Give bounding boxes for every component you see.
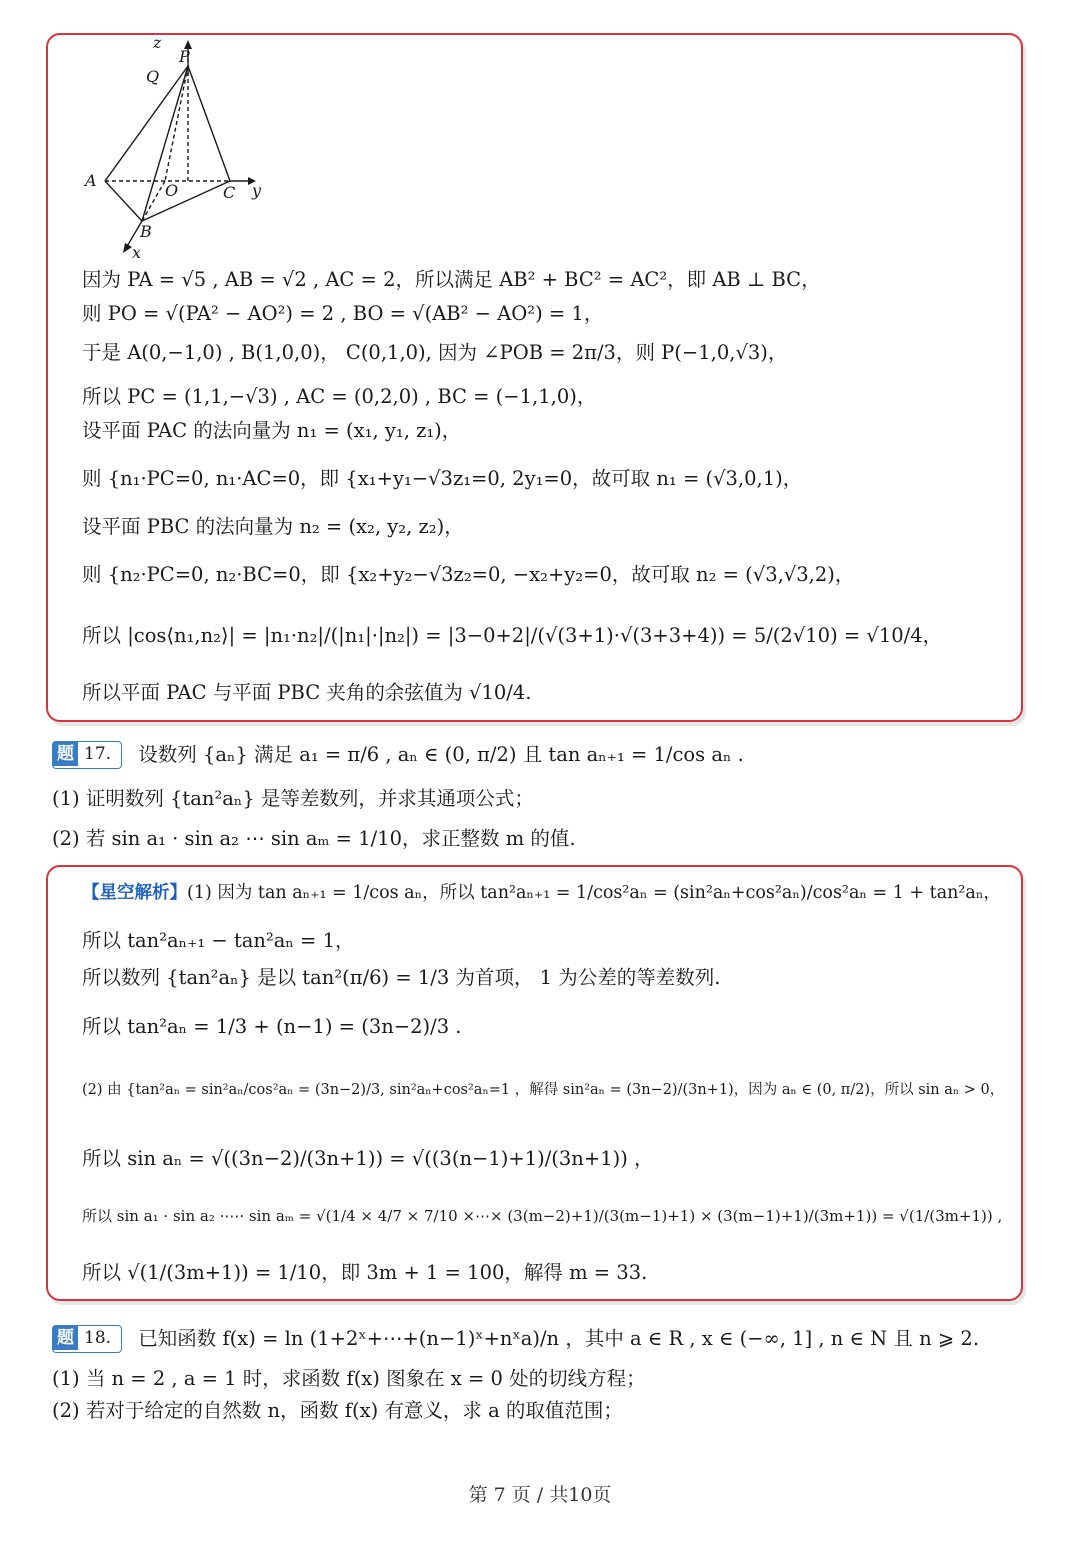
solution17-line-4: 所以 tan²aₙ = 1/3 + (n−1) = (3n−2)/3 . bbox=[82, 1015, 462, 1038]
solution16-line-10: 所以平面 PAC 与平面 PBC 夹角的余弦值为 √10/4. bbox=[82, 681, 532, 704]
label-x: x bbox=[132, 243, 142, 261]
solution17-line-8: 所以 √(1/(3m+1)) = 1/10，即 3m + 1 = 100，解得 m = 33. bbox=[82, 1261, 648, 1284]
page-footer: 第 7 页 / 共10页 bbox=[468, 1484, 612, 1506]
label-O: O bbox=[165, 181, 179, 200]
solution16-line-1: 因为 PA = √5 , AB = √2 , AC = 2，所以满足 AB² + BC² = AC²，即 AB ⊥ BC， bbox=[82, 268, 821, 291]
solution16-line-8: 则 {n₂·PC=0, n₂·BC=0，即 {x₂+y₂−√3z₂=0, −x₂+y₂=0，故可取 n₂ = (√3,√3,2)， bbox=[82, 563, 855, 586]
q18-stem: 已知函数 f(x) = ln (1+2ˣ+⋯+(n−1)ˣ+nˣa)/n ，其中 a ∈ R , x ∈ (−∞, 1] , n ∈ N 且 n ⩾ 2. bbox=[138, 1326, 980, 1350]
label-Q: Q bbox=[146, 67, 160, 86]
edge-PC bbox=[188, 66, 230, 181]
q18-part2: (2) 若对于给定的自然数 n，函数 f(x) 有意义，求 a 的取值范围； bbox=[52, 1399, 623, 1422]
solution16-line-6: 则 {n₁·PC=0, n₁·AC=0，即 {x₁+y₁−√3z₁=0, 2y₁=0，故可取 n₁ = (√3,0,1)， bbox=[82, 467, 803, 490]
solution16-line-7: 设平面 PBC 的法向量为 n₂ = (x₂, y₂, z₂)， bbox=[82, 515, 464, 538]
solution17-line-1: 【星空解析】(1) 因为 tan aₙ₊₁ = 1/cos aₙ，所以 tan²aₙ₊₁ = 1/cos²aₙ = (sin²aₙ+cos²aₙ)/cos²aₙ = 1 + tan²aₙ， bbox=[82, 883, 1001, 903]
solution16-line-9: 所以 |cos⟨n₁,n₂⟩| = |n₁·n₂|/(|n₁|·|n₂|) = |3−0+2|/(√(3+1)·√(3+3+4)) = 5/(2√10) = √10/4， bbox=[82, 624, 943, 647]
question-tag: 题 17. bbox=[52, 741, 122, 769]
x-axis-dashed bbox=[142, 181, 165, 221]
q18-part1: (1) 当 n = 2 , a = 1 时，求函数 f(x) 图象在 x = 0 处的切线方程； bbox=[52, 1367, 646, 1390]
solution-label: 【星空解析】 bbox=[82, 883, 187, 903]
solution16-line-4: 所以 PC = (1,1,−√3) , AC = (0,2,0) , BC = (−1,1,0)， bbox=[82, 385, 597, 408]
q17-part2: (2) 若 sin a₁ · sin a₂ ⋯ sin aₘ = 1/10，求正整数 m 的值. bbox=[52, 827, 576, 850]
pyramid-figure bbox=[80, 36, 280, 261]
solution16-line-5: 设平面 PAC 的法向量为 n₁ = (x₁, y₁, z₁)， bbox=[82, 419, 462, 442]
label-C: C bbox=[223, 183, 236, 202]
edge-AB bbox=[105, 181, 142, 221]
solution17-line-7: 所以 sin a₁ · sin a₂ ·⋯· sin aₘ = √(1/4 × 4/7 × 7/10 ×⋯× (3(m−2)+1)/(3(m−1)+1) × (3(m−1)+1)/(3m+1)) = √(1/(3m+1)) , bbox=[82, 1207, 1003, 1225]
solution16-line-2: 则 PO = √(PA² − AO²) = 2 , BO = √(AB² − AO²) = 1， bbox=[82, 302, 604, 325]
label-z: z bbox=[153, 36, 162, 52]
q17-part1: (1) 证明数列 {tan²aₙ} 是等差数列，并求其通项公式； bbox=[52, 787, 534, 810]
edge-PO bbox=[165, 66, 188, 181]
label-P: P bbox=[179, 47, 190, 66]
solution17-line-5: (2) 由 {tan²aₙ = sin²aₙ/cos²aₙ = (3n−2)/3, sin²aₙ+cos²aₙ=1 ，解得 sin²aₙ = (3n−2)/(3n+1)，因为 aₙ ∈ (0, π/2)，所以 sin aₙ > 0， bbox=[82, 1082, 1005, 1098]
question-tag: 题 18. bbox=[52, 1325, 122, 1353]
label-B: B bbox=[140, 222, 152, 241]
x-arrow bbox=[123, 243, 132, 253]
q18-stem-row bbox=[52, 1325, 979, 1353]
solution17-line-3: 所以数列 {tan²aₙ} 是以 tan²(π/6) = 1/3 为首项， 1 为公差的等差数列. bbox=[82, 966, 721, 989]
solution17-line-6: 所以 sin aₙ = √((3n−2)/(3n+1)) = √((3(n−1)+1)/(3n+1)) ， bbox=[82, 1147, 654, 1170]
edge-BC bbox=[142, 181, 230, 221]
label-A: A bbox=[85, 171, 97, 190]
q17-stem-row bbox=[52, 741, 744, 769]
label-y: y bbox=[252, 181, 262, 200]
q17-stem: 设数列 {aₙ} 满足 a₁ = π/6 , aₙ ∈ (0, π/2) 且 tan aₙ₊₁ = 1/cos aₙ . bbox=[138, 742, 744, 766]
solution17-line-2: 所以 tan²aₙ₊₁ − tan²aₙ = 1， bbox=[82, 929, 355, 952]
solution16-line-3: 于是 A(0,−1,0) , B(1,0,0)， C(0,1,0), 因为 ∠POB = 2π/3，则 P(−1,0,√3)， bbox=[82, 341, 788, 364]
